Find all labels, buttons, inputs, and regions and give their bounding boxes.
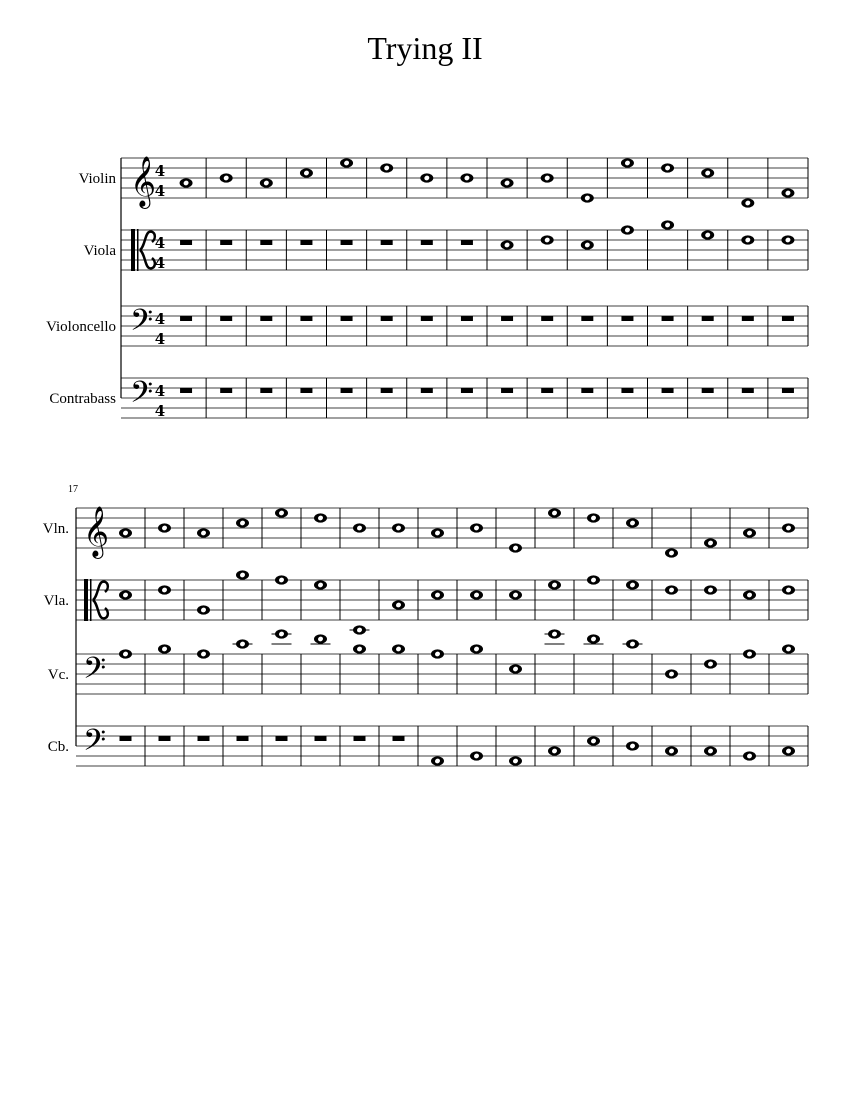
alto-clef-upper-curve (93, 582, 108, 600)
whole-note (119, 590, 132, 599)
alto-clef-lower-curve (93, 600, 108, 618)
time-signature-bottom: 4 (154, 254, 166, 272)
whole-note (587, 513, 600, 522)
whole-note (701, 230, 714, 239)
whole-note (431, 649, 444, 658)
whole-note (431, 590, 444, 599)
whole-note (781, 235, 794, 244)
staff-bass (46, 304, 808, 348)
instrument-label: Vln. (42, 521, 69, 537)
whole-note (743, 751, 756, 760)
time-signature-bottom: 4 (154, 330, 166, 348)
whole-rest (220, 316, 232, 321)
whole-note (704, 585, 717, 594)
whole-rest (702, 388, 714, 393)
whole-note (275, 629, 288, 638)
whole-rest (782, 316, 794, 321)
whole-rest (501, 316, 513, 321)
whole-note (581, 193, 594, 202)
whole-note (431, 528, 444, 537)
whole-note (314, 580, 327, 589)
whole-note (741, 198, 754, 207)
whole-note (704, 538, 717, 547)
whole-rest (393, 736, 405, 741)
whole-note (587, 736, 600, 745)
whole-note (501, 178, 514, 187)
instrument-label: Viola (83, 243, 116, 259)
whole-rest (621, 316, 633, 321)
whole-rest (220, 388, 232, 393)
whole-rest (300, 388, 312, 393)
whole-rest (742, 388, 754, 393)
whole-note (509, 756, 522, 765)
whole-note (661, 220, 674, 229)
whole-rest (782, 388, 794, 393)
whole-rest (421, 388, 433, 393)
whole-rest (276, 736, 288, 741)
whole-note (340, 158, 353, 167)
whole-rest (621, 388, 633, 393)
bass-clef-icon: 𝄢 (130, 304, 154, 345)
treble-clef-icon: 𝄞 (83, 506, 110, 557)
treble-clef-icon: 𝄞 (130, 156, 157, 207)
system-1 (46, 156, 808, 420)
measure-number: 17 (68, 484, 78, 495)
whole-note (782, 585, 795, 594)
whole-rest (381, 240, 393, 245)
whole-rest (581, 388, 593, 393)
whole-rest (300, 316, 312, 321)
whole-note (314, 513, 327, 522)
whole-note (197, 605, 210, 614)
instrument-label: Vla. (43, 593, 69, 609)
staff-treble (43, 506, 808, 559)
bass-clef-icon: 𝄢 (130, 376, 154, 417)
whole-rest (159, 736, 171, 741)
whole-note (158, 523, 171, 532)
alto-clef-upper-curve (140, 232, 155, 250)
whole-note (158, 585, 171, 594)
whole-rest (581, 316, 593, 321)
whole-rest (541, 316, 553, 321)
whole-note (782, 746, 795, 755)
whole-note (782, 644, 795, 653)
instrument-label: Vc. (47, 667, 69, 683)
whole-note (197, 528, 210, 537)
whole-rest (742, 316, 754, 321)
whole-note (509, 543, 522, 552)
time-signature-top: 4 (154, 162, 166, 180)
whole-rest (180, 316, 192, 321)
whole-note (743, 590, 756, 599)
alto-clef-lower-curve (140, 250, 155, 268)
whole-note (501, 240, 514, 249)
whole-note (743, 649, 756, 658)
whole-note (420, 173, 433, 182)
whole-rest (501, 388, 513, 393)
whole-note (743, 528, 756, 537)
whole-rest (198, 736, 210, 741)
whole-rest (662, 316, 674, 321)
staff-alto (44, 570, 808, 634)
whole-note (431, 756, 444, 765)
whole-note (353, 523, 366, 532)
whole-note (509, 664, 522, 673)
whole-note (701, 168, 714, 177)
whole-note (704, 746, 717, 755)
whole-rest (461, 316, 473, 321)
whole-note (661, 163, 674, 172)
whole-rest (354, 736, 366, 741)
whole-note (581, 240, 594, 249)
whole-rest (381, 316, 393, 321)
whole-rest (541, 388, 553, 393)
whole-note (275, 575, 288, 584)
whole-note (626, 580, 639, 589)
whole-note (621, 225, 634, 234)
whole-rest (461, 388, 473, 393)
whole-rest (421, 316, 433, 321)
whole-note (158, 644, 171, 653)
whole-note (460, 173, 473, 182)
alto-clef-thick-bar (84, 579, 88, 621)
whole-note (353, 625, 366, 634)
whole-note (220, 173, 233, 182)
system-2 (43, 484, 808, 766)
whole-note (587, 634, 600, 643)
whole-note (470, 751, 483, 760)
whole-note (781, 188, 794, 197)
whole-note (470, 523, 483, 532)
whole-note (704, 659, 717, 668)
whole-rest (260, 240, 272, 245)
whole-note (236, 518, 249, 527)
staff-treble (79, 156, 808, 209)
whole-rest (260, 388, 272, 393)
whole-note (119, 649, 132, 658)
instrument-label: Violoncello (46, 319, 116, 335)
whole-note (353, 644, 366, 653)
whole-note (548, 746, 561, 755)
whole-rest (341, 240, 353, 245)
whole-note (236, 570, 249, 579)
staff-bass (48, 724, 808, 766)
whole-rest (461, 240, 473, 245)
whole-rest (341, 388, 353, 393)
alto-clef-thick-bar (131, 229, 135, 271)
score-title: Trying II (367, 30, 483, 66)
whole-note (541, 173, 554, 182)
whole-rest (237, 736, 249, 741)
whole-note (314, 634, 327, 643)
whole-note (392, 600, 405, 609)
whole-rest (381, 388, 393, 393)
whole-note (665, 746, 678, 755)
instrument-label: Cb. (47, 739, 69, 755)
whole-rest (300, 240, 312, 245)
whole-note (392, 644, 405, 653)
whole-note (300, 168, 313, 177)
whole-rest (180, 388, 192, 393)
whole-note (275, 508, 288, 517)
whole-note (782, 523, 795, 532)
whole-note (626, 518, 639, 527)
alto-clef-thin-bar (137, 229, 139, 271)
whole-rest (421, 240, 433, 245)
whole-rest (220, 240, 232, 245)
whole-note (548, 508, 561, 517)
whole-rest (120, 736, 132, 741)
whole-note (180, 178, 193, 187)
whole-rest (180, 240, 192, 245)
whole-note (380, 163, 393, 172)
whole-note (236, 639, 249, 648)
whole-note (548, 629, 561, 638)
whole-note (548, 580, 561, 589)
whole-note (470, 644, 483, 653)
whole-note (626, 741, 639, 750)
whole-rest (315, 736, 327, 741)
whole-note (541, 235, 554, 244)
whole-note (197, 649, 210, 658)
time-signature-top: 4 (154, 310, 166, 328)
instrument-label: Violin (78, 171, 116, 187)
whole-note (626, 639, 639, 648)
whole-note (621, 158, 634, 167)
whole-note (260, 178, 273, 187)
whole-rest (341, 316, 353, 321)
whole-note (470, 590, 483, 599)
whole-note (665, 548, 678, 557)
instrument-label: Contrabass (49, 391, 116, 407)
whole-rest (702, 316, 714, 321)
whole-note (509, 590, 522, 599)
bass-clef-icon: 𝄢 (83, 652, 107, 693)
alto-clef-thin-bar (90, 579, 92, 621)
whole-note (119, 528, 132, 537)
staff-bass (49, 376, 808, 420)
bass-clef-icon: 𝄢 (83, 724, 107, 765)
whole-note (665, 585, 678, 594)
time-signature-bottom: 4 (154, 402, 166, 420)
whole-rest (260, 316, 272, 321)
staff-alto (84, 220, 808, 272)
staff-bass (48, 629, 808, 694)
whole-note (587, 575, 600, 584)
whole-note (665, 669, 678, 678)
whole-rest (662, 388, 674, 393)
whole-note (741, 235, 754, 244)
whole-note (392, 523, 405, 532)
time-signature-top: 4 (154, 382, 166, 400)
time-signature-top: 4 (154, 234, 166, 252)
time-signature-bottom: 4 (154, 182, 166, 200)
